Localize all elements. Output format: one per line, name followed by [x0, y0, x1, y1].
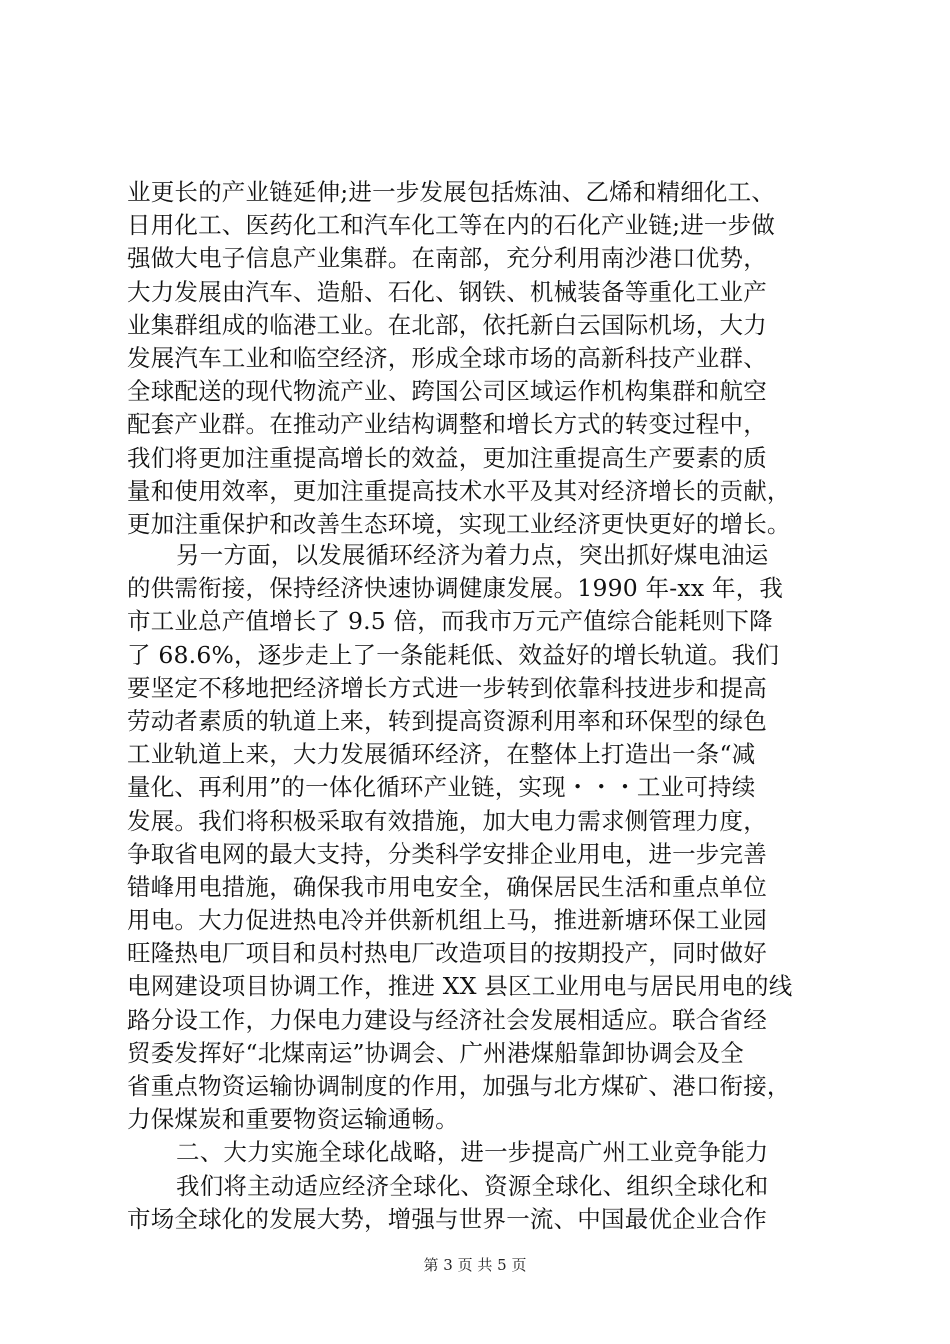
text-line: 旺隆热电厂项目和员村热电厂改造项目的按期投产，同时做好 — [127, 939, 767, 968]
section-heading: 二、大力实施全球化战略，进一步提高广州工业竞争能力 — [176, 1138, 769, 1167]
text-line: 省重点物资运输协调制度的作用，加强与北方煤矿、港口衔接， — [127, 1072, 791, 1100]
text-line: 的供需衔接，保持经济快速协调健康发展。1990 年-xx 年，我 — [127, 574, 784, 603]
text-line: 发展。我们将积极采取有效措施，加大电力需求侧管理力度， — [127, 806, 767, 835]
text-line: 日用化工、医药化工和汽车化工等在内的石化产业链;进一步做 — [127, 211, 776, 240]
paragraph-main — [127, 539, 847, 1236]
text-line: 另一方面，以发展循环经济为着力点，突出抓好煤电油运 — [176, 541, 769, 569]
text-line: 大力发展由汽车、造船、石化、钢铁、机械装备等重化工业产 — [127, 277, 767, 306]
text-line: 强做大电子信息产业集群。在南部，充分利用南沙港口优势， — [127, 244, 767, 273]
text-line: 争取省电网的最大支持，分类科学安排企业用电，进一步完善 — [127, 839, 767, 868]
text-line: 工业轨道上来，大力发展循环经济，在整体上打造出一条“减 — [127, 740, 756, 769]
text-line: 量和使用效率，更加注重提高技术水平及其对经济增长的贡献， — [127, 476, 791, 505]
text-line: 我们将主动适应经济全球化、资源全球化、组织全球化和 — [176, 1171, 769, 1200]
text-line: 路分设工作，力保电力建设与经济社会发展相适应。联合省经 — [127, 1005, 767, 1034]
text-line: 量化、再利用”的一体化循环产业链，实现・・・工业可持续 — [127, 773, 756, 802]
text-line: 用电。大力促进热电冷并供新机组上马，推进新塘环保工业园 — [127, 906, 767, 935]
text-line: 劳动者素质的轨道上来，转到提高资源利用率和环保型的绿色 — [127, 706, 767, 735]
text-line: 错峰用电措施，确保我市用电安全，确保居民生活和重点单位 — [127, 872, 767, 901]
page-footer: 第 3 页 共 5 页 — [423, 1256, 527, 1274]
text-line: 配套产业群。在推动产业结构调整和增长方式的转变过程中， — [127, 410, 767, 439]
text-line: 业更长的产业链延伸;进一步发展包括炼油、乙烯和精细化工、 — [127, 178, 776, 206]
text-line: 要坚定不移地把经济增长方式进一步转到依靠科技进步和提高 — [127, 673, 767, 702]
text-line: 我们将更加注重提高增长的效益，更加注重提高生产要素的质 — [127, 443, 767, 472]
text-line: 业集群组成的临港工业。在北部，依托新白云国际机场，大力 — [127, 310, 767, 339]
paragraph-continued — [127, 176, 847, 541]
text-line: 力保煤炭和重要物资运输通畅。 — [127, 1105, 459, 1134]
text-line: 电网建设项目协调工作，推进 XX 县区工业用电与居民用电的线 — [127, 972, 793, 1001]
text-line: 市工业总产值增长了 9.5 倍，而我市万元产值综合能耗则下降 — [127, 607, 773, 636]
text-line: 贸委发挥好“北煤南运”协调会、广州港煤船靠卸协调会及全 — [127, 1038, 744, 1067]
text-line: 更加注重保护和改善生态环境，实现工业经济更快更好的增长。 — [127, 509, 791, 538]
text-line: 全球配送的现代物流产业、跨国公司区域运作机构集群和航空 — [127, 377, 767, 406]
text-line: 发展汽车工业和临空经济，形成全球市场的高新科技产业群、 — [127, 343, 767, 372]
text-line: 市场全球化的发展大势，增强与世界一流、中国最优企业合作 — [127, 1204, 767, 1233]
text-line: 了 68.6%，逐步走上了一条能耗低、效益好的增长轨道。我们 — [127, 640, 780, 669]
